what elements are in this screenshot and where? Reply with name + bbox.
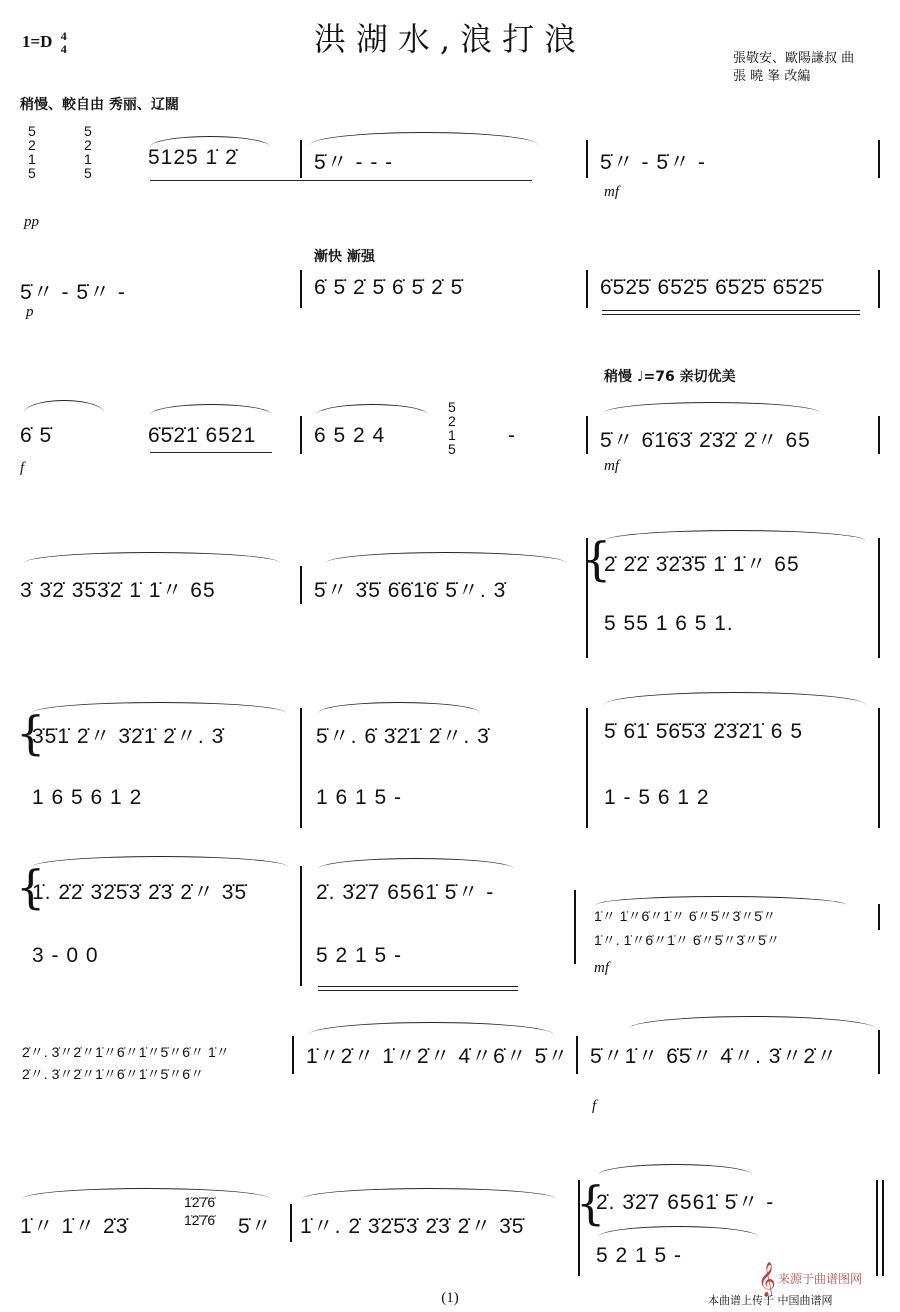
slur [598,1164,752,1175]
dynamic-mf: mf [604,184,619,200]
slur [604,692,866,705]
note-group: 5̇〃 - 5̇〃 - [600,151,706,174]
credits [733,50,854,86]
tremolo-underline [602,310,860,311]
slur [150,404,272,415]
tremolo-underline [150,180,532,181]
note-group: 3̇ 3̇2̇ 3̇5̇3̇2̇ 1̇ 1̇〃 65 [20,579,216,602]
note-group: 5̇ 6̇1̇ 5̇6̇5̇3̇ 2̇3̇2̇1̇ 6 5 [604,720,804,743]
bar-line [876,1180,878,1276]
slur [22,1188,270,1199]
dynamic-p: p [26,304,34,320]
slur [318,702,480,713]
footer-note: 本曲谱上传于 中国曲谱网 [708,1294,833,1307]
bar-line [586,708,588,828]
note-group: 5 2 1 5 - [596,1244,683,1267]
chord-stack: 5 2 1 5 [448,399,456,457]
note-group: 5̇〃 6̇1̇6̇3̇ 2̇3̇2̇ 2̇〃 65 [600,429,811,452]
system-brace: { [576,1176,606,1230]
dynamic-mf: mf [594,960,609,976]
chord-stack: 5 2 1 5 [84,123,92,181]
slur [604,530,866,541]
bar-line [878,140,880,178]
bar-line [290,1204,292,1242]
bar-line [586,270,588,308]
bar-line [586,416,588,454]
bar-line [300,416,302,454]
composer-credit: 張敬安、歐陽謙叔 曲 [733,51,855,66]
note-group: 5̇〃1̇〃 6̇5̇〃 4̇〃. 3̇〃2̇〃 [590,1045,839,1068]
slur [326,552,566,563]
note-group: 1̇. 2̇2̇ 3̇2̇5̇3̇ 2̇3̇ 2̇〃 3̇5̇ [32,881,248,904]
slur [32,856,288,867]
note-group: 6̇ 5̇ [20,424,53,447]
system-brace: { [16,706,46,760]
slur [32,702,286,713]
bar-line [300,866,302,986]
note-group: 5̇〃 3̇5̇ 6̇6̇1̇6̇ 5̇〃. 3̇ [314,579,507,602]
chord-stack: 5 2 1 5 [28,123,36,181]
dynamic-f: f [20,460,25,476]
score-title: 洪湖水,浪打浪 [313,20,587,58]
slur [310,132,538,145]
slur [150,136,270,147]
slur [308,1022,554,1035]
slur [598,1226,758,1237]
slur [24,552,280,563]
note-group: 6 5 2 4 [314,424,386,447]
bar-line [300,270,302,308]
note-group: 2̇ 2̇2̇ 3̇2̇3̇5̇ 1̇ 1̇〃 65 [604,553,800,576]
final-bar-line [882,1180,884,1276]
note-group: 6̇ 5̇ 2̇ 5̇ 6̇ 5̇ 2̇ 5̇ [314,276,464,299]
bar-line [878,1030,880,1074]
note-group: 5 2 1 5 - [316,944,403,967]
slur [316,404,428,415]
site-logo-icon: 𝄞 [758,1262,776,1297]
bar-line [300,708,302,828]
note-group: 6̇5̇2̇1̇ 6521 [148,424,257,447]
note-group: 1̇〃 1̇〃6̇〃1̇〃 6̇〃5̇〃3̇〃5̇〃 [594,908,777,924]
tremolo-underline [318,986,518,987]
note-group: 5 55 1 6 5 1. [604,612,734,635]
tremolo-underline [602,314,860,315]
bar-line [878,708,880,828]
dynamic-pp: pp [24,214,39,230]
key-label: 1=D [22,31,53,51]
note-group: 2̇〃. 3̇〃2̇〃1̇〃6̇〃1̇〃5̇〃6̇〃 1̇〃 [22,1044,230,1060]
note-group: 2̇. 3̇2̇7 6561̇ 5̇〃 - [316,881,495,904]
note-group: 5125 1̇ 2̇ [148,146,238,169]
bar-line [300,140,302,178]
bar-line [292,1036,294,1074]
note-group: 2̇. 3̇2̇7 6561̇ 5̇〃 - [596,1191,775,1214]
note-group: 1̇〃. 1̇〃6̇〃1̇〃 6̇〃5̇〃3̇〃5̇〃 [594,932,780,948]
note-group: 5̇〃 - 5̇〃 - [20,281,126,304]
bar-line [878,904,880,930]
note-group: 5̇〃. 6̇ 3̇2̇1̇ 2̇〃. 3̇ [316,725,490,748]
slur [24,400,104,413]
note-group: 5̇〃 - - - [314,151,394,174]
slur [604,402,820,413]
note-group: 1 6 5 6 1 2 [32,786,143,809]
note-group: 1̇2̇7̇6̇ [184,1212,216,1228]
meter-bottom: 4 [60,42,67,56]
dynamic-f: f [592,1098,597,1114]
bar-line [878,416,880,454]
bar-line [300,566,302,604]
note-underline [150,452,272,453]
bar-line [574,890,576,964]
meter-top: 4 [60,29,67,43]
note-group: 3 - 0 0 [32,944,99,967]
note-group: 1̇〃 1̇〃 2̇3̇ [20,1215,129,1238]
note-group: 1 6 1 5 - [316,786,403,809]
tremolo-underline [318,990,518,991]
note-group: 1 - 5 6 1 2 [604,786,710,809]
slur [596,896,846,905]
bar-line [576,1036,578,1074]
note-group: 1̇〃. 2̇ 3̇2̇5̇3̇ 2̇3̇ 2̇〃 3̇5̇ [300,1215,525,1238]
tempo-marking-3: 稍慢 ♩=76 亲切优美 [604,369,736,385]
tempo-marking-1: 稍慢、較自由 秀丽、辽闊 [20,97,179,113]
dynamic-mf: mf [604,458,619,474]
slur [628,1016,876,1029]
note-group: 5̇〃 [238,1215,273,1238]
note-group: 1̇〃2̇〃 1̇〃2̇〃 4̇〃6̇〃 5̇〃 [306,1045,570,1068]
system-brace: { [582,532,612,586]
slur [302,1188,556,1199]
note-group: - [508,424,516,447]
tempo-marking-2: 漸快 漸强 [314,249,375,265]
note-group: 3̇5̇1̇ 2̇〃 3̇2̇1̇ 2̇〃. 3̇ [32,725,225,748]
arranger-credit: 張 曉 峯 改編 [733,69,811,84]
watermark: 来源于曲谱图网 [778,1272,863,1286]
bar-line [878,270,880,308]
note-group: 2̇〃. 3̇〃2̇〃1̇〃6̇〃1̇〃5̇〃6̇〃 [22,1066,205,1082]
note-group: 1̇2̇7̇6̇ [184,1194,216,1210]
system-brace: { [16,860,46,914]
bar-line [586,140,588,178]
note-group: 6̇5̇2̇5̇ 6̇5̇2̇5̇ 6̇5̇2̇5̇ 6̇5̇2̇5̇ [600,276,824,299]
page-number: (1) [441,1290,459,1306]
bar-line [878,538,880,658]
slur [318,858,514,869]
